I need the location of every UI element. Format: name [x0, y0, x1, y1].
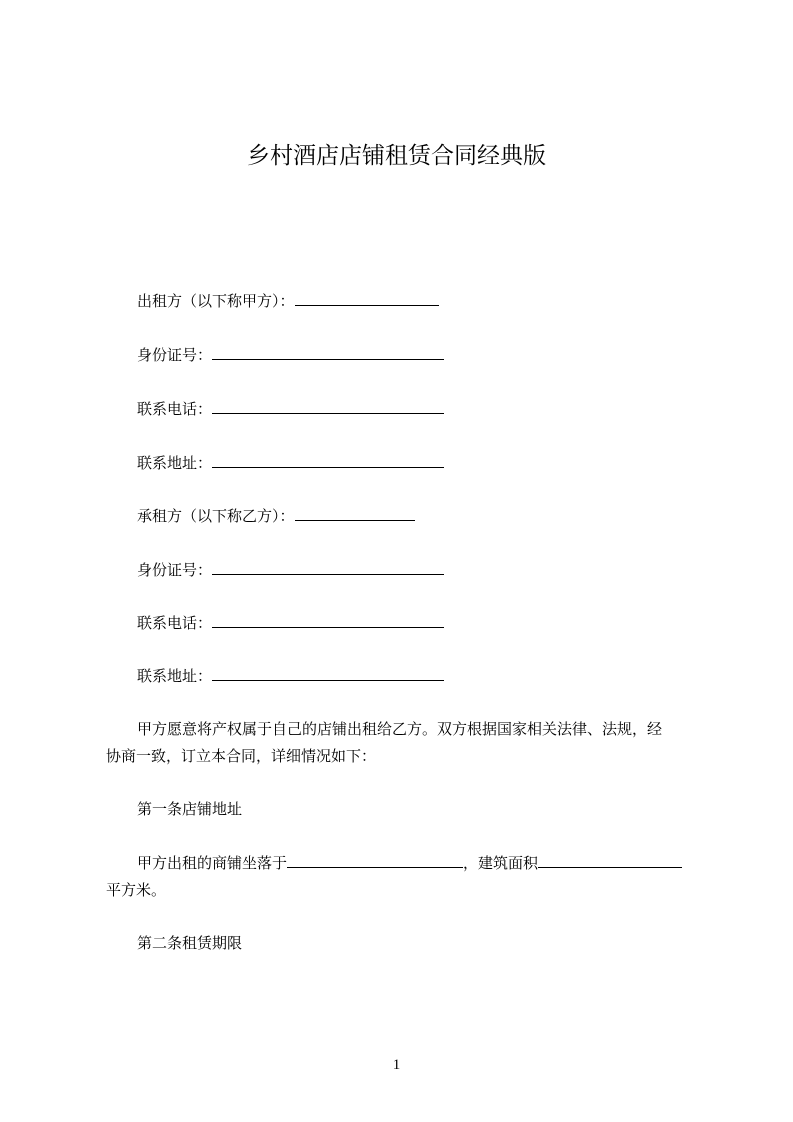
intro-line-2: 协商一致，订立本合同，详细情况如下：: [106, 747, 377, 765]
lessee-id-label: 身份证号：: [137, 561, 213, 579]
lessor-id-label: 身份证号：: [137, 346, 213, 364]
lessee-phone-label: 联系电话：: [137, 614, 213, 632]
article1-heading: 第一条店铺地址: [137, 800, 243, 818]
intro-line-1: 甲方愿意将产权属于自己的店铺出租给乙方。双方根据国家相关法律、法规，经: [137, 720, 663, 738]
lessee-line: [137, 505, 415, 527]
article1-text-a: 甲方出租的商铺坐落于: [137, 854, 288, 872]
lessee-address-line: [137, 665, 444, 687]
lessor-address-blank: [212, 452, 444, 468]
lessee-label: 承租方（以下称乙方）：: [137, 507, 295, 525]
lessee-phone-line: [137, 612, 444, 634]
lessee-address-blank: [212, 665, 444, 681]
lessor-label: 出租方（以下称甲方）：: [137, 292, 295, 310]
lessor-id-line: [137, 344, 444, 366]
page-number: 1: [392, 1057, 401, 1073]
page-title: 乡村酒店店铺租赁合同经典版: [247, 143, 546, 169]
lessor-address-line: [137, 452, 444, 474]
shop-location-blank: [287, 852, 463, 868]
lessor-phone-blank: [212, 398, 444, 414]
lessor-phone-line: [137, 398, 444, 420]
lessor-line: [137, 290, 439, 312]
lessor-id-blank: [212, 344, 444, 360]
lessee-address-label: 联系地址：: [137, 667, 213, 685]
article1-text-b: ，建筑面积: [463, 854, 539, 872]
lessee-id-line: [137, 559, 444, 581]
lessor-address-label: 联系地址：: [137, 454, 213, 472]
lessor-name-blank: [295, 290, 439, 306]
lessor-phone-label: 联系电话：: [137, 400, 213, 418]
building-area-blank: [538, 852, 682, 868]
article2-heading: 第二条租赁期限: [137, 934, 243, 952]
lessee-name-blank: [295, 505, 415, 521]
lessee-id-blank: [212, 559, 444, 575]
article1-line-1: [137, 852, 682, 874]
lessee-phone-blank: [212, 612, 444, 628]
article1-line-2: 平方米。: [106, 881, 167, 899]
